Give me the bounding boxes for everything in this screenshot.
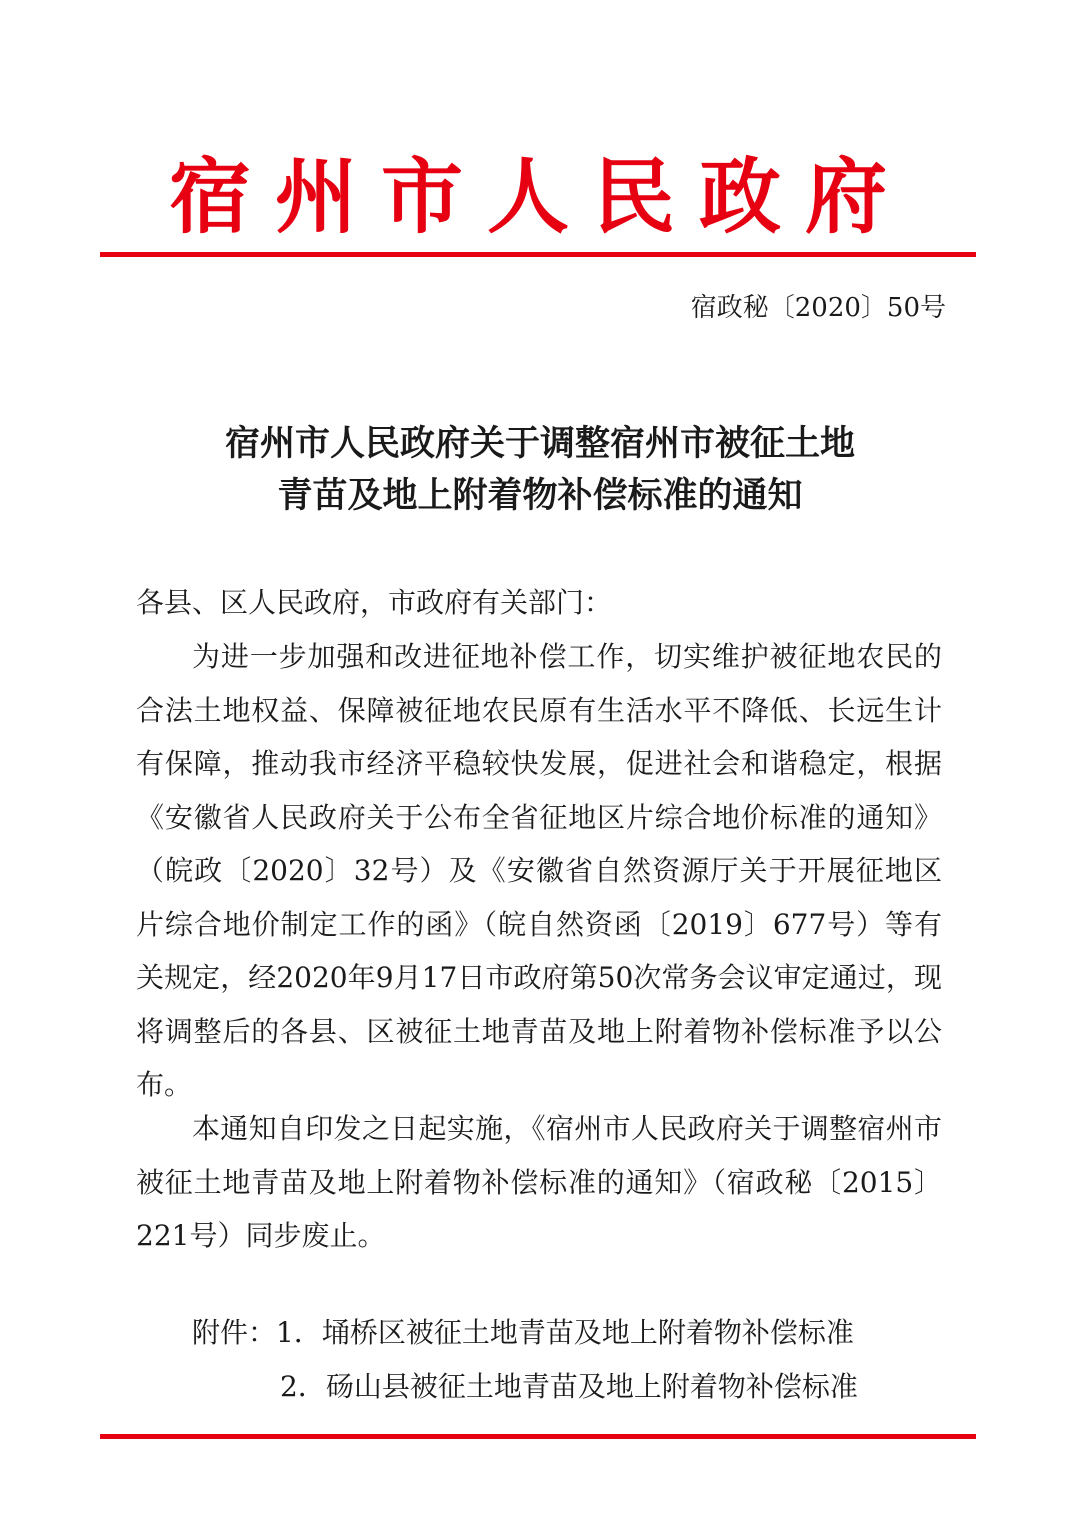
body-paragraph-1: 为进一步加强和改进征地补偿工作，切实维护被征地农民的合法土地权益、保障被征地农民原有生活水平不降低、长远生计有保障，推动我市经济平稳较快发展，促进社会和谐稳定，根据《安徽省人民政府关于公布全省征地区片综合地价标准的通知》（皖政〔2020〕32号）及《安徽省自然资源厅关于开展征地区片综合地价制定工作的函》（皖自然资函〔2019〕677号）等有关规定，经2020年9月17日市政府第50次常务会议审定通过，现将调整后的各县、区被征土地青苗及地上附着物补偿标准予以公布。 <box>136 640 942 1101</box>
masthead-title: 宿州市人民政府 <box>168 150 911 245</box>
attachment-item-2-text: 2．砀山县被征土地青苗及地上附着物补偿标准 <box>280 1370 858 1403</box>
attachment-item-1-text: 1．埇桥区被征土地青苗及地上附着物补偿标准 <box>276 1316 854 1349</box>
salutation: 各县、区人民政府，市政府有关部门： <box>136 586 613 619</box>
notice-title-line-2: 青苗及地上附着物补偿标准的通知 <box>277 476 803 516</box>
attachment-label: 附件： <box>192 1316 277 1349</box>
masthead-red-rule <box>100 252 976 257</box>
body-paragraph-2: 本通知自印发之日起实施，《宿州市人民政府关于调整宿州市被征土地青苗及地上附着物补偿标准的通知》（宿政秘〔2015〕221号）同步废止。 <box>136 1112 942 1252</box>
attachment-item-2 <box>280 1360 858 1414</box>
notice-title-line-1: 宿州市人民政府关于调整宿州市被征土地 <box>224 424 855 464</box>
document-number: 宿政秘〔2020〕50号 <box>690 293 946 323</box>
attachment-item-1 <box>192 1306 854 1360</box>
footer-red-rule <box>100 1434 976 1439</box>
